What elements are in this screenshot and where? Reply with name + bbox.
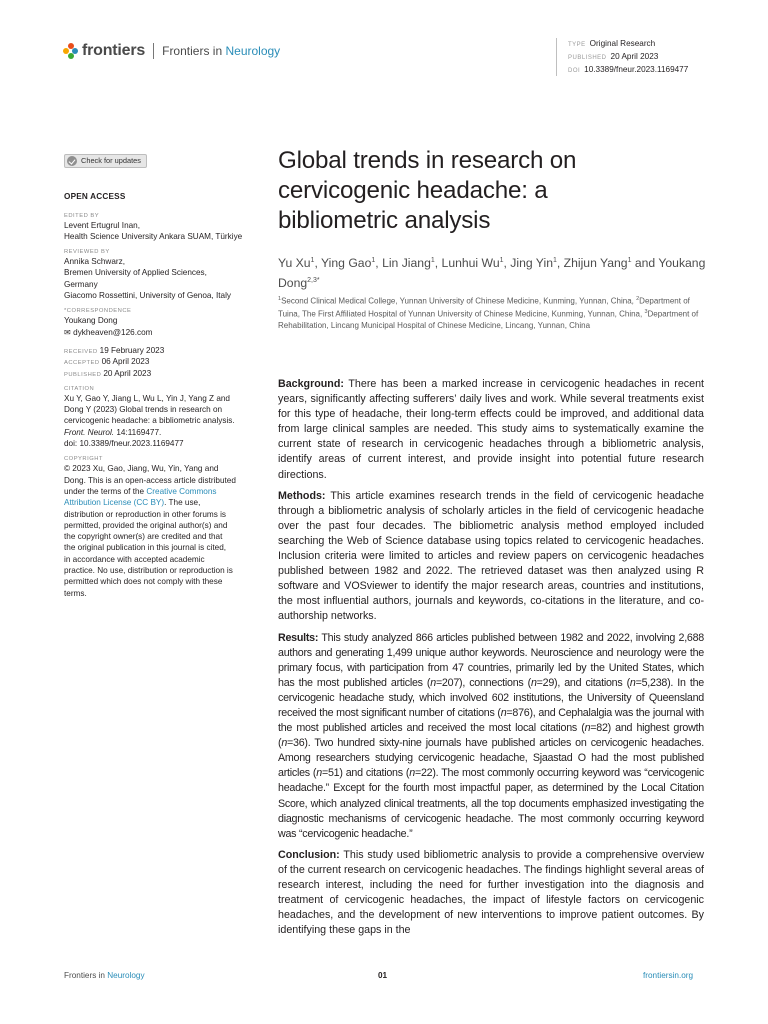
check-updates-button[interactable]: Check for updates (64, 154, 147, 168)
author-name[interactable]: Lunhui Wu (441, 256, 500, 271)
journal-name (162, 44, 280, 58)
footer-journal: Frontiers in Neurology (64, 971, 145, 980)
reviewed-by: REVIEWED BY Annika Schwarz, Bremen University of Applied Sciences, Germany Giacomo Rossettini, University of Genoa, Italy (64, 249, 232, 301)
abstract (278, 377, 704, 944)
author-name[interactable]: Ying Gao (321, 256, 372, 271)
author-name[interactable]: Yu Xu (278, 256, 311, 271)
logo-text: frontiers (82, 42, 146, 59)
affiliations: $^1$Second Clinical Medical College, Yunnan University of Chinese Medicine, Kunming, Yunnan, China, $^2$Department of Tuina, The First Affiliated Hospital of Yunnan University of Chinese Medicine, Kunming, Yunnan, China, $^3$Department of Rehabilitation, Lincang Municipal Hospital of Chinese Medicine, Lincang, Yunnan, China (278, 296, 699, 330)
abstract-conclusion: Conclusion: This study used bibliometric analysis to provide a comprehensive overview of the current research on cervicogenic headaches. The findings highlight several areas of research interest, including the need for further investigation into the diagnosis and treatment of cervicogenic headaches, the impact of lifestyle factors on cervicogenic headaches, and the development of new interventions to improve patient outcomes. By identifying these gaps in the (278, 848, 704, 937)
author-name[interactable]: Lin Jiang (382, 256, 431, 271)
journal-prefix: Frontiers in (162, 44, 223, 58)
meta-published: PUBLISHED 20 April 2023 (568, 52, 659, 62)
abstract-results: Results: This study analyzed 866 articles published between 1982 and 2022, involving 2,688 authors and generating 1,499 unique author keywords. Neuroscience and neurology were the primary focus, with participation from 47 countries, primarily led by the United States, which has the most published articles (n=207), connections (n=29), and citations (n=5,238). In the cervicogenic headache study, which involved 602 institutions, the University of Queensland received the most significant number of citations (n=876), and Cephalalgia was the journal with the most published articles and received the most local citations (n=82) and highest growth (n=36). Two hundred sixty-nine journals have published articles on cervicogenic headaches. Among researchers studying cervicogenic headache, Sjaastad O had the most published articles (n=51) and citations (n=22). The most commonly occurring keyword was “cervicogenic headache.” Except for the fourth most impactful paper, as determined by the Local Citation Score, which analyzed clinical treatments, all the top documents emphasized investigating the diagnostic mechanisms of cervicogenic headache. The most commonly occurring keyword was “cervicogenic headache.” (278, 631, 704, 840)
open-access-label: OPEN ACCESS (64, 192, 126, 202)
author-list: Yu Xu$^1$, Ying Gao$^1$, Lin Jiang$^1$, Lunhui Wu$^1$, Jing Yin$^1$, Zhijun Yang$^1$ and Youkang Dong$^{2,3*}$ (278, 256, 706, 291)
sidebar (64, 154, 264, 599)
article-title: Global trends in research on cervicogenic headache: a bibliometric analysis (278, 147, 577, 234)
copyright: COPYRIGHT © 2023 Xu, Gao, Jiang, Wu, Yin, Yang and Dong. This is an open-access article distributed under the terms of the Creative Commons Attribution License (CC BY). The use, distribution or reproduction in other forums is permitted, provided the original author(s) and the copyright owner(s) are credited and that the original publication in this journal is cited, in accordance with accepted academic practice. No use, distribution or reproduction is permitted which does not comply with these terms. (64, 456, 236, 598)
cc-license-link[interactable]: Creative Commons (146, 486, 217, 496)
journal-accent: Neurology (225, 44, 281, 58)
logo-divider (153, 43, 154, 59)
edited-by: EDITED BY Levent Ertugrul Inan, Health Science University Ankara SUAM, Türkiye (64, 212, 243, 241)
frontiers-logo[interactable] (63, 42, 280, 60)
author-name[interactable]: Youkang Dong (278, 256, 706, 291)
frontiers-logo-icon (63, 43, 79, 60)
check-icon (67, 156, 77, 166)
dates: RECEIVED 19 February 2023 ACCEPTED 06 April 2023 PUBLISHED 20 April 2023 (64, 345, 165, 378)
footer-site-link[interactable]: frontiersin.org (643, 971, 694, 980)
envelope-icon: ✉ (64, 327, 74, 337)
cc-license-link-2[interactable]: Attribution License (CC BY) (64, 498, 165, 508)
meta-doi[interactable]: DOI 10.3389/fneur.2023.1169477 (568, 65, 689, 75)
page-number: 01 (378, 971, 388, 980)
email-link[interactable]: ✉ dykheaven@126.com (64, 327, 153, 337)
author-name[interactable]: Jing Yin (510, 256, 553, 271)
abstract-methods: Methods: This article examines research trends in the field of cervicogenic headache through a bibliometric analysis of scholarly articles in the field of cervicogenic headache over the past four decades. The bibliometric analysis method employed included searching the Web of Science database using topics related to cervicogenic headaches. Inclusion criteria were limited to articles and review papers on cervicogenic headaches published between 1982 and 2022. The retrieved dataset was then analyzed using R software and VOSviewer to identify the major research areas, countries and institutions, the most influential authors, journals and keywords, co-citations in the literature, and co-authorship networks. (278, 489, 705, 623)
correspondence: *CORRESPONDENCE Youkang Dong ✉ dykheaven@126.com (64, 308, 264, 338)
author-name[interactable]: Zhijun Yang (563, 256, 628, 271)
citation: CITATION Xu Y, Gao Y, Jiang L, Wu L, Yin J, Yang Z and Dong Y (2023) Global trends in research on cervicogenic headache: a bibliometric analysis. Front. Neurol. 14:1169477. doi: 10.3389/fneur.2023.1169477 (64, 385, 235, 449)
article-meta (556, 38, 688, 76)
meta-type: TYPE Original Research (568, 39, 656, 48)
abstract-background: Background: There has been a marked increase in cervicogenic headaches in recent years, significantly affecting sufferers’ daily lives and work. While several treatments exist for this type of headache, their long-term effects could be improved, and additional data from large clinical samples are needed. This study aims to systematically examine the current state of research in cervicogenic headaches through a bibliometric analysis, identify areas of current interest, and provide insight into potential future research directions. (278, 378, 705, 481)
